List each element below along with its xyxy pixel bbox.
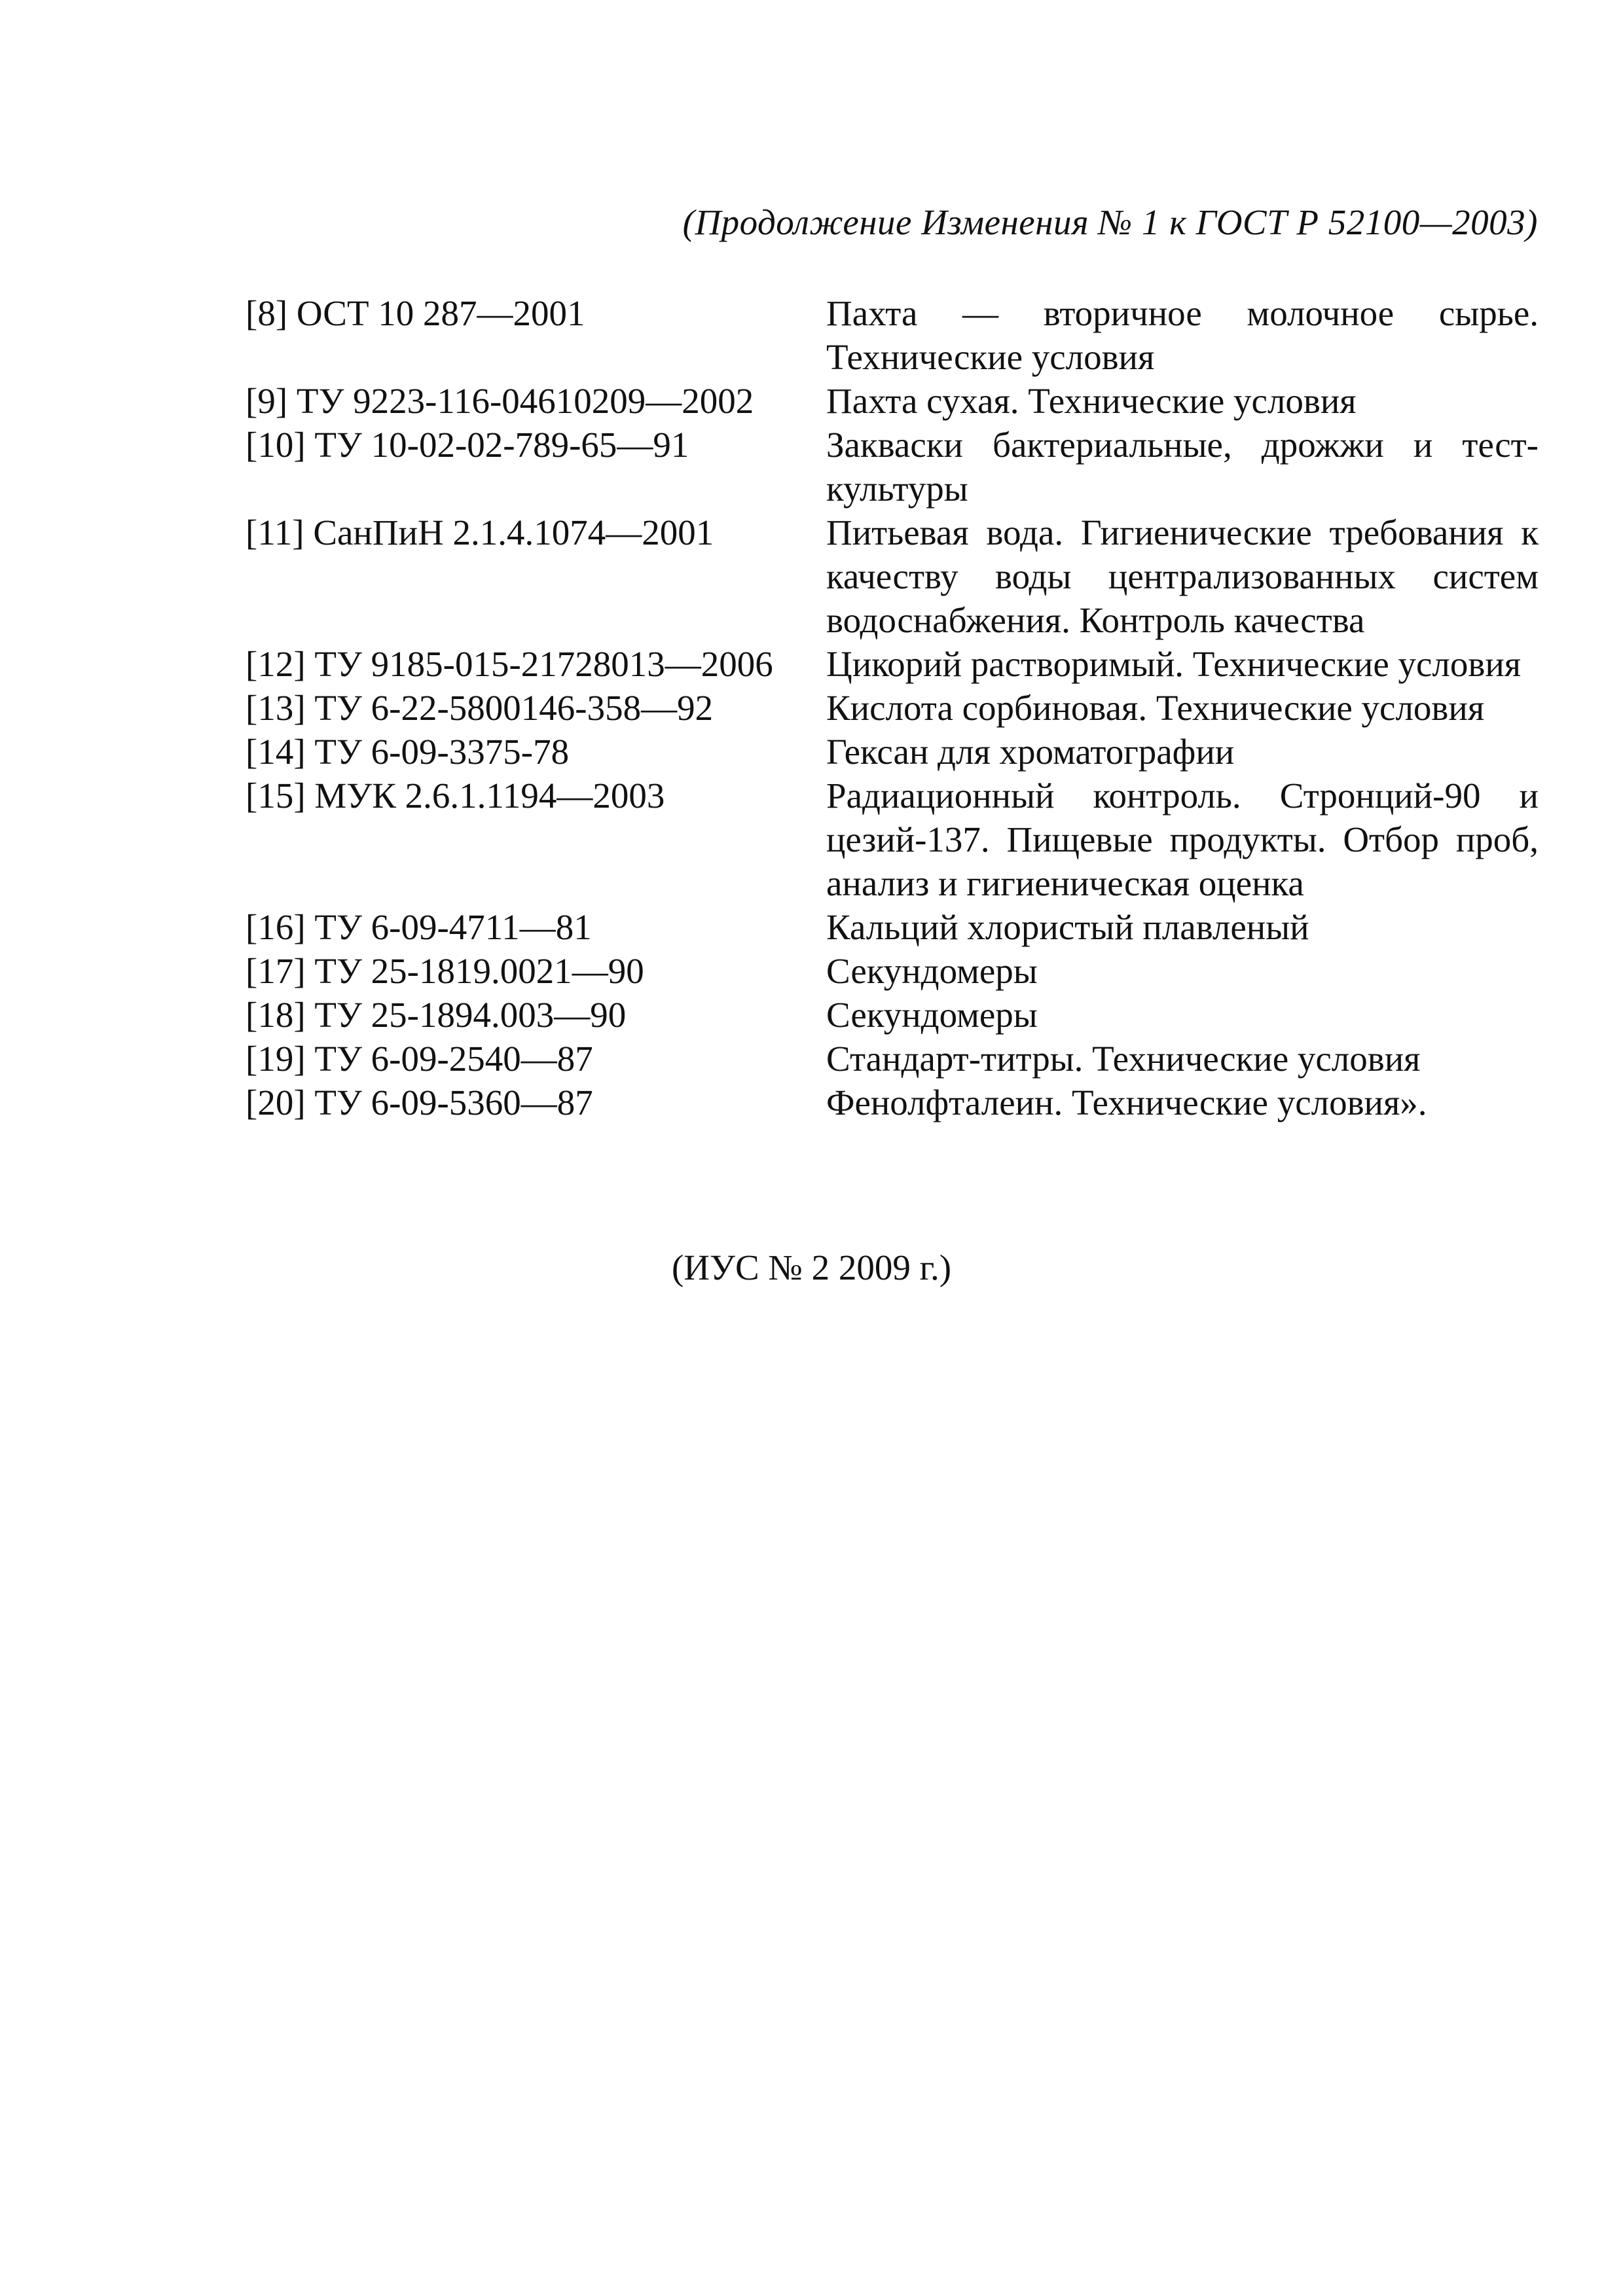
reference-code: [13] ТУ 6-22-5800146-358—92 xyxy=(246,688,714,728)
reference-title: Фенолфталеин. Технические условия». xyxy=(826,1083,1427,1122)
reference-item-15 xyxy=(246,774,1539,905)
reference-title: Закваски бактериальные, дрожжи и тест-культуры xyxy=(826,425,1539,509)
reference-title: Пахта — вторичное молочное сырье. Технические условия xyxy=(826,293,1539,377)
reference-title: Кальций хлористый плавленый xyxy=(826,907,1309,947)
reference-item-19 xyxy=(246,1037,1539,1081)
reference-code: [15] МУК 2.6.1.1194—2003 xyxy=(246,776,665,816)
reference-code: [16] ТУ 6-09-4711—81 xyxy=(246,907,592,947)
reference-code: [10] ТУ 10-02-02-789-65—91 xyxy=(246,425,689,465)
reference-code: [12] ТУ 9185-015-21728013—2006 xyxy=(246,644,773,684)
reference-code: [19] ТУ 6-09-2540—87 xyxy=(246,1039,593,1079)
reference-item-14 xyxy=(246,730,1539,774)
reference-title: Стандарт-титры. Технические условия xyxy=(826,1039,1421,1079)
reference-item-20 xyxy=(246,1081,1539,1124)
reference-code: [14] ТУ 6-09-3375-78 xyxy=(246,732,570,772)
reference-code: [8] ОСТ 10 287—2001 xyxy=(246,293,585,333)
reference-title: Кислота сорбиновая. Технические условия xyxy=(826,688,1485,728)
reference-item-10 xyxy=(246,423,1539,511)
reference-code: [18] ТУ 25-1894.003—90 xyxy=(246,995,627,1035)
reference-code: [9] ТУ 9223-116-04610209—2002 xyxy=(246,381,754,421)
reference-title: Секундомеры xyxy=(826,995,1038,1035)
reference-list xyxy=(246,291,1539,1124)
reference-item-12 xyxy=(246,642,1539,686)
reference-item-13 xyxy=(246,686,1539,730)
reference-title: Радиационный контроль. Стронций-90 и цезий-137. Пищевые продукты. Отбор проб, анализ и гигиеническая оценка xyxy=(826,776,1539,903)
publication-note: (ИУС № 2 2009 г.) xyxy=(671,1247,952,1287)
reference-code: [20] ТУ 6-09-5360—87 xyxy=(246,1083,593,1122)
reference-item-9 xyxy=(246,379,1539,423)
reference-title: Питьевая вода. Гигиенические требования к качеству воды централизованных систем водоснабжения. Контроль качества xyxy=(826,512,1539,640)
reference-item-18 xyxy=(246,993,1539,1037)
reference-item-11 xyxy=(246,511,1539,642)
reference-title: Секундомеры xyxy=(826,951,1038,991)
reference-code: [17] ТУ 25-1819.0021—90 xyxy=(246,951,644,991)
reference-title: Цикорий растворимый. Технические условия xyxy=(826,644,1522,684)
reference-item-8 xyxy=(246,291,1539,379)
reference-title: Пахта сухая. Технические условия xyxy=(826,381,1357,421)
reference-code: [11] СанПиН 2.1.4.1074—2001 xyxy=(246,512,714,552)
page-header: (Продолжение Изменения № 1 к ГОСТ Р 52100—2003) xyxy=(682,202,1538,242)
reference-item-16 xyxy=(246,905,1539,949)
reference-title: Гексан для хроматографии xyxy=(826,732,1235,772)
reference-item-17 xyxy=(246,949,1539,993)
